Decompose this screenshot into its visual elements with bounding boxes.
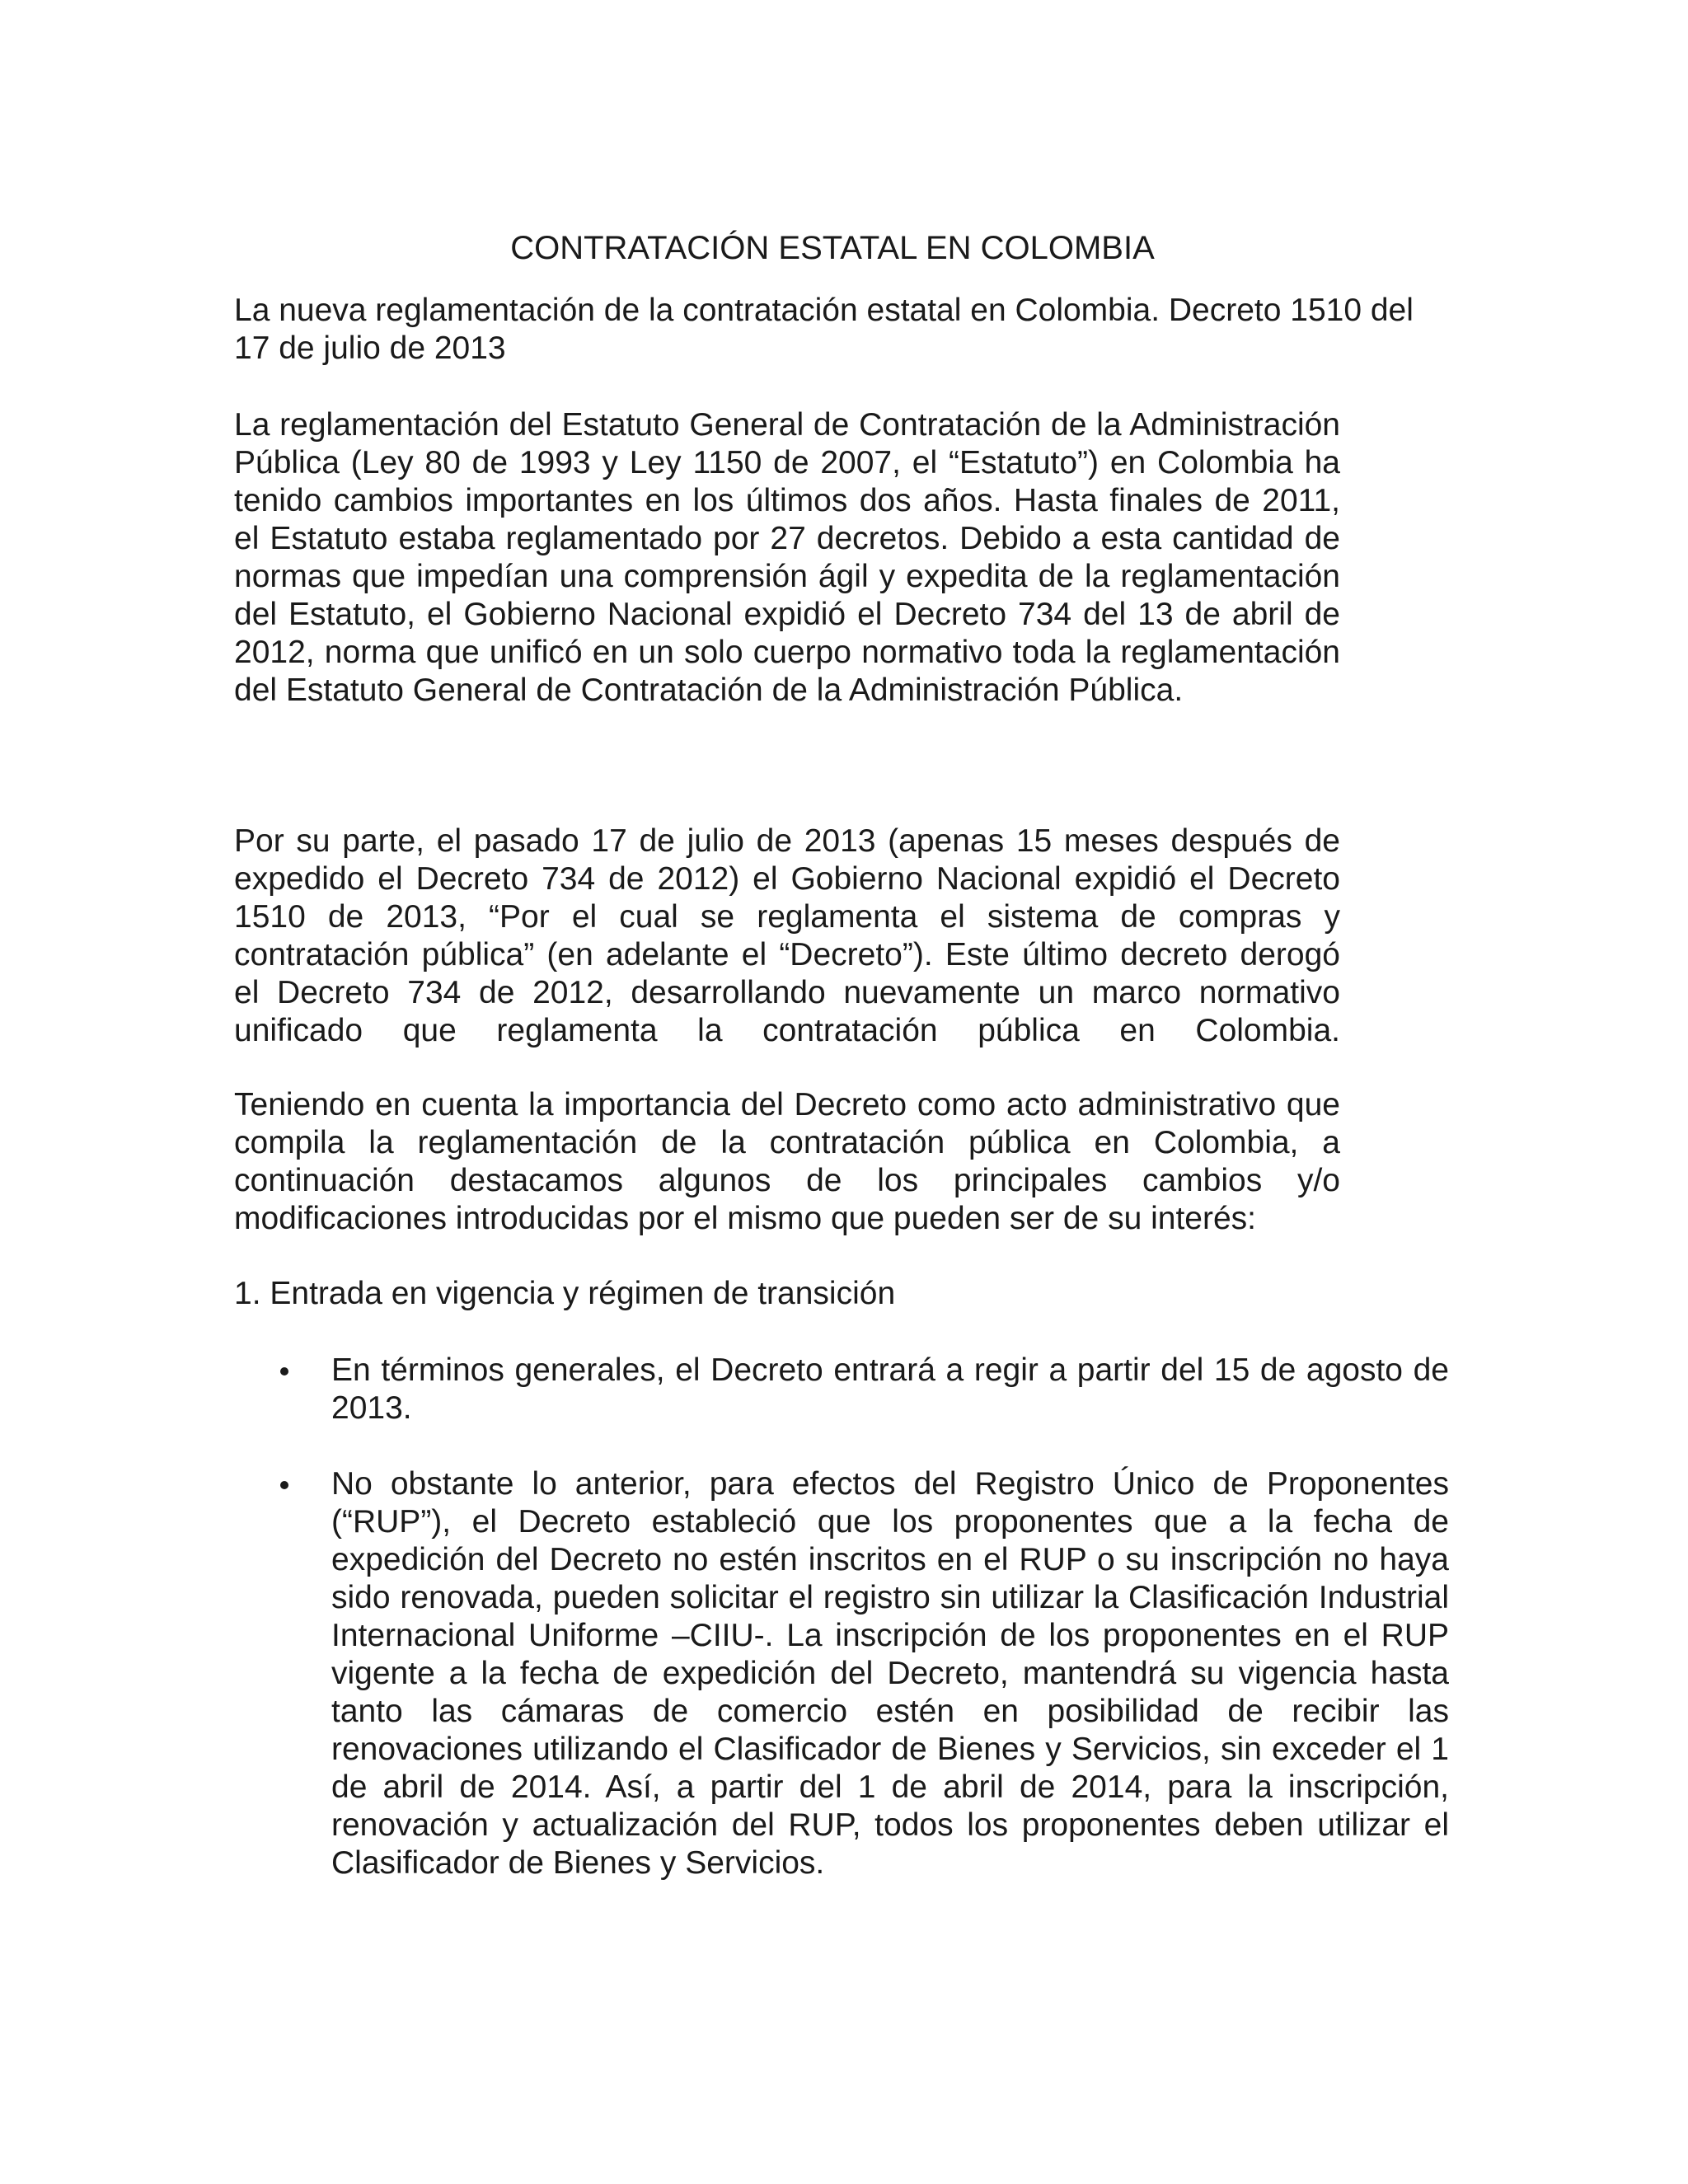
bullet-text: No obstante lo anterior, para efectos del Registro Único de Proponentes (“RUP”), el Decreto estableció que los proponentes que a la fecha de expedición del Decreto no estén inscritos en el RUP o su inscripción no haya sido renovada, pueden solicitar el registro sin utilizar la Clasificación Industrial Internacional Uniforme –CIIU-. La inscripción de los proponentes en el RUP vigente a la fecha de expedición del Decreto, mantendrá su vigencia hasta tanto las cámaras de comercio estén en posibilidad de recibir las renovaciones utilizando el Clasificador de Bienes y Servicios, sin exceder el 1 de abril de 2014. Así, a partir del 1 de abril de 2014, para la inscripción, renovación y actualización del RUP, todos los proponentes deben utilizar el Clasificador de Bienes y Servicios.	[331, 1466, 1449, 1881]
bullet-icon	[280, 1367, 288, 1376]
bullet-item	[280, 1352, 1449, 1427]
section-1-bullet-list	[280, 1352, 1449, 1920]
bullet-icon	[280, 1481, 288, 1489]
paragraph-2: Por su parte, el pasado 17 de julio de 2013 (apenas 15 meses después de expedido el Decreto 734 de 2012) el Gobierno Nacional expidió el Decreto 1510 de 2013, “Por el cual se reglamenta el sistema de compras y contratación pública” (en adelante el “Decreto”). Este último decreto derogó el Decreto 734 de 2012, desarrollando nuevamente un marco normativo unificado que reglamenta la contratación pública en Colombia.	[234, 823, 1340, 1048]
document-title: CONTRATACIÓN ESTATAL EN COLOMBIA	[510, 230, 1155, 266]
bullet-item	[280, 1465, 1449, 1882]
paragraph-1: La reglamentación del Estatuto General de Contratación de la Administración Pública (Ley 80 de 1993 y Ley 1150 de 2007, el “Estatuto”) en Colombia ha tenido cambios importantes en los últimos dos años. Hasta finales de 2011, el Estatuto estaba reglamentado por 27 decretos. Debido a esta cantidad de normas que impedían una comprensión ágil y expedita de la reglamentación del Estatuto, el Gobierno Nacional expidió el Decreto 734 del 13 de abril de 2012, norma que unificó en un solo cuerpo normativo toda la reglamentación del Estatuto General de Contratación de la Administración Pública.	[234, 407, 1340, 708]
paragraph-3: Teniendo en cuenta la importancia del Decreto como acto administrativo que compila la reglamentación de la contratación pública en Colombia, a continuación destacamos algunos de los principales cambios y/o modificaciones introducidas por el mismo que pueden ser de su interés:	[234, 1087, 1340, 1236]
bullet-text: En términos generales, el Decreto entrará a regir a partir del 15 de agosto de 2013.	[331, 1352, 1449, 1426]
section-1-heading: 1. Entrada en vigencia y régimen de transición	[234, 1276, 896, 1311]
document-subtitle: La nueva reglamentación de la contratación estatal en Colombia. Decreto 1510 del 17 de julio de 2013	[234, 293, 1414, 366]
